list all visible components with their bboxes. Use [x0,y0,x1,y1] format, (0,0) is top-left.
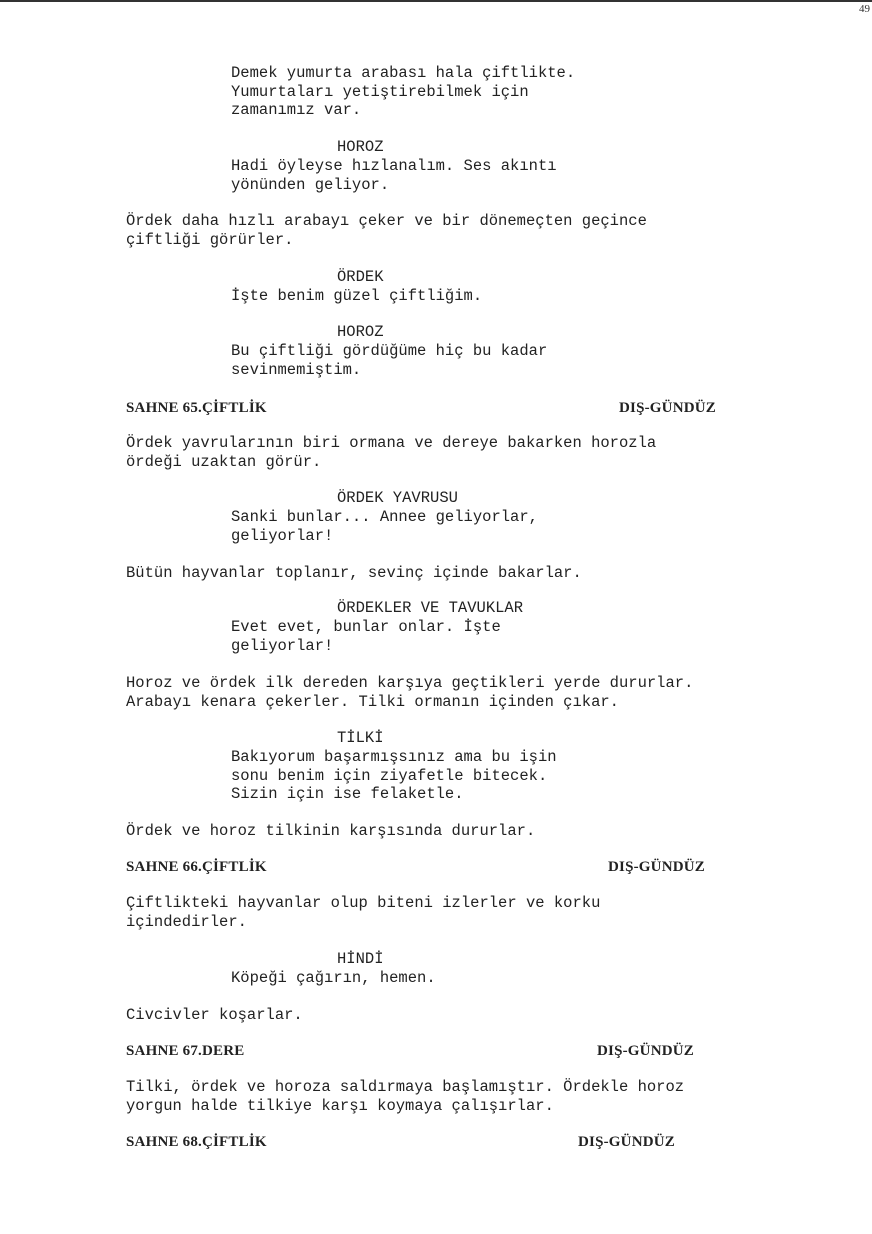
action-text: Civcivler koşarlar. [126,1006,303,1024]
action-text: Horoz ve ördek ilk dereden karşıya geçtikleri yerde dururlar. Arabayı kenara çekerler. Tilki ormanın içinden çıkar. [126,674,694,711]
action-text: Çiftlikteki hayvanlar olup biteni izlerler ve korku içindedirler. [126,894,601,931]
action-text: Tilki, ördek ve horoza saldırmaya başlamıştır. Ördekle horoz yorgun halde tilkiye karşı koymaya çalışırlar. [126,1078,685,1115]
scene-heading: SAHNE 65.ÇİFTLİK [126,400,267,416]
dialogue: Bakıyorum başarmışsınız ama bu işin sonu benim için ziyafetle bitecek. Sizin için ise felaketle. [231,748,557,803]
dialogue: Demek yumurta arabası hala çiftlikte. Yumurtaları yetiştirebilmek için zamanımız var. [231,64,576,119]
action-text: Ördek yavrularının biri ormana ve dereye bakarken horozla ördeği uzaktan görür. [126,434,657,471]
scene-time: DIŞ-GÜNDÜZ [597,1043,695,1059]
dialogue: İşte benim güzel çiftliğim. [231,287,483,305]
scene-heading: SAHNE 67.DERE [126,1043,245,1059]
character-cue: HİNDİ [337,950,384,968]
dialogue: Hadi öyleyse hızlanalım. Ses akıntı yönünden geliyor. [231,157,557,194]
action-text: Bütün hayvanlar toplanır, sevinç içinde bakarlar. [126,564,582,582]
dialogue: Sanki bunlar... Annee geliyorlar, geliyorlar! [231,508,538,545]
scene-time: DIŞ-GÜNDÜZ [608,859,706,875]
action-text: Ördek ve horoz tilkinin karşısında dururlar. [126,822,536,840]
character-cue: ÖRDEK [337,268,384,286]
page-number: 49 [859,3,870,15]
character-cue: TİLKİ [337,729,384,747]
character-cue: ÖRDEKLER VE TAVUKLAR [337,599,524,617]
scene-heading: SAHNE 66.ÇİFTLİK [126,859,267,875]
character-cue: ÖRDEK YAVRUSU [337,489,458,507]
dialogue: Evet evet, bunlar onlar. İşte geliyorlar! [231,618,501,655]
page-top-border [0,0,872,2]
character-cue: HOROZ [337,323,384,341]
scene-time: DIŞ-GÜNDÜZ [578,1134,676,1150]
action-text: Ördek daha hızlı arabayı çeker ve bir dönemeçten geçince çiftliği görürler. [126,212,647,249]
character-cue: HOROZ [337,138,384,156]
dialogue: Köpeği çağırın, hemen. [231,969,436,987]
dialogue: Bu çiftliği gördüğüme hiç bu kadar sevinmemiştim. [231,342,548,379]
scene-time: DIŞ-GÜNDÜZ [619,400,717,416]
scene-heading: SAHNE 68.ÇİFTLİK [126,1134,267,1150]
